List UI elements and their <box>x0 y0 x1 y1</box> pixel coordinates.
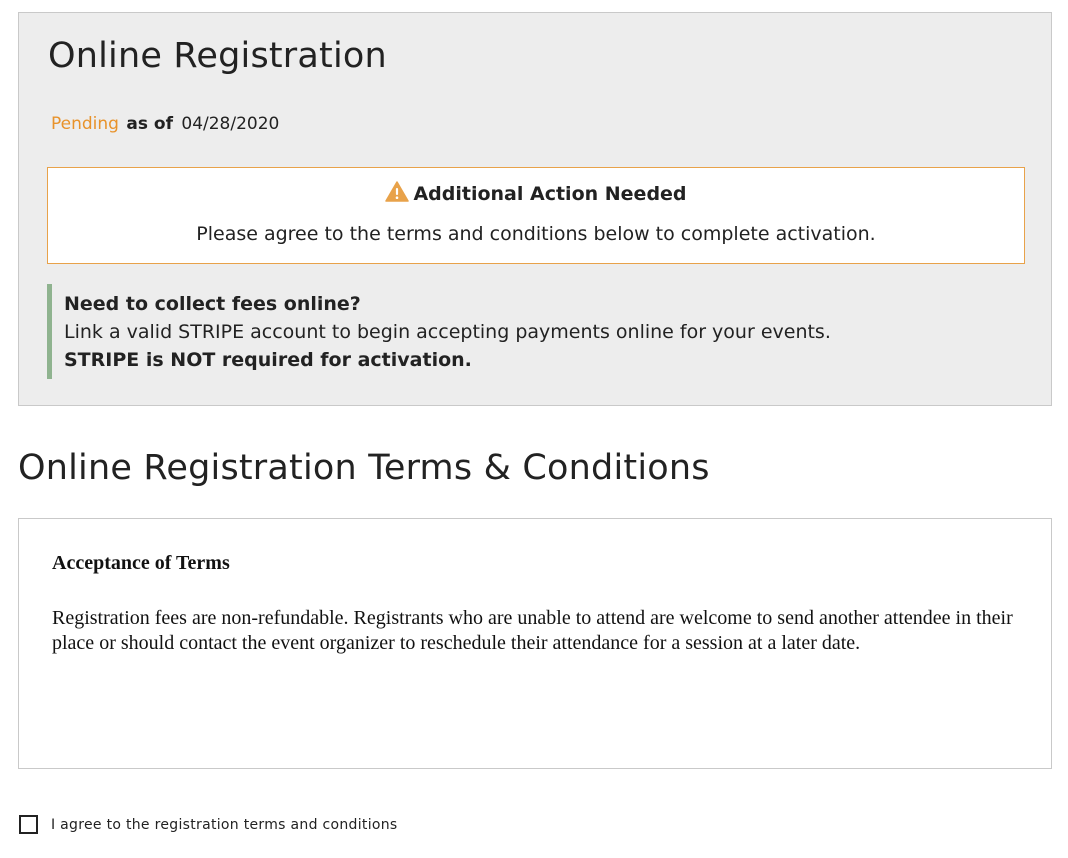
agree-label[interactable]: I agree to the registration terms and conditions <box>51 816 398 833</box>
terms-body: Registration fees are non-refundable. Registrants who are unable to attend are welcome to send another attendee in their place or should contact the event organizer to reschedule their attendance for a session at a later date. <box>52 607 1013 654</box>
terms-content-box[interactable] <box>18 518 1052 769</box>
status-as-of-label: as of <box>126 114 173 134</box>
agree-checkbox[interactable] <box>19 815 38 834</box>
terms-section-title: Online Registration Terms & Conditions <box>18 448 710 488</box>
action-needed-alert <box>47 167 1025 264</box>
terms-heading: Acceptance of Terms <box>52 552 230 574</box>
stripe-body: Link a valid STRIPE account to begin accepting payments online for your events. <box>64 321 831 343</box>
stripe-heading: Need to collect fees online? <box>64 293 361 315</box>
alert-heading <box>48 181 1024 207</box>
stripe-info-callout <box>47 284 947 379</box>
status-badge: Pending <box>51 114 119 134</box>
agree-row <box>19 815 398 834</box>
status-line <box>51 114 279 134</box>
stripe-note: STRIPE is NOT required for activation. <box>64 349 472 371</box>
status-date: 04/28/2020 <box>181 114 280 134</box>
alert-heading-text: Additional Action Needed <box>413 183 687 205</box>
registration-status-panel <box>18 12 1052 406</box>
warning-triangle-icon <box>385 181 409 207</box>
page-title: Online Registration <box>48 36 387 76</box>
alert-message: Please agree to the terms and conditions below to complete activation. <box>196 223 876 245</box>
